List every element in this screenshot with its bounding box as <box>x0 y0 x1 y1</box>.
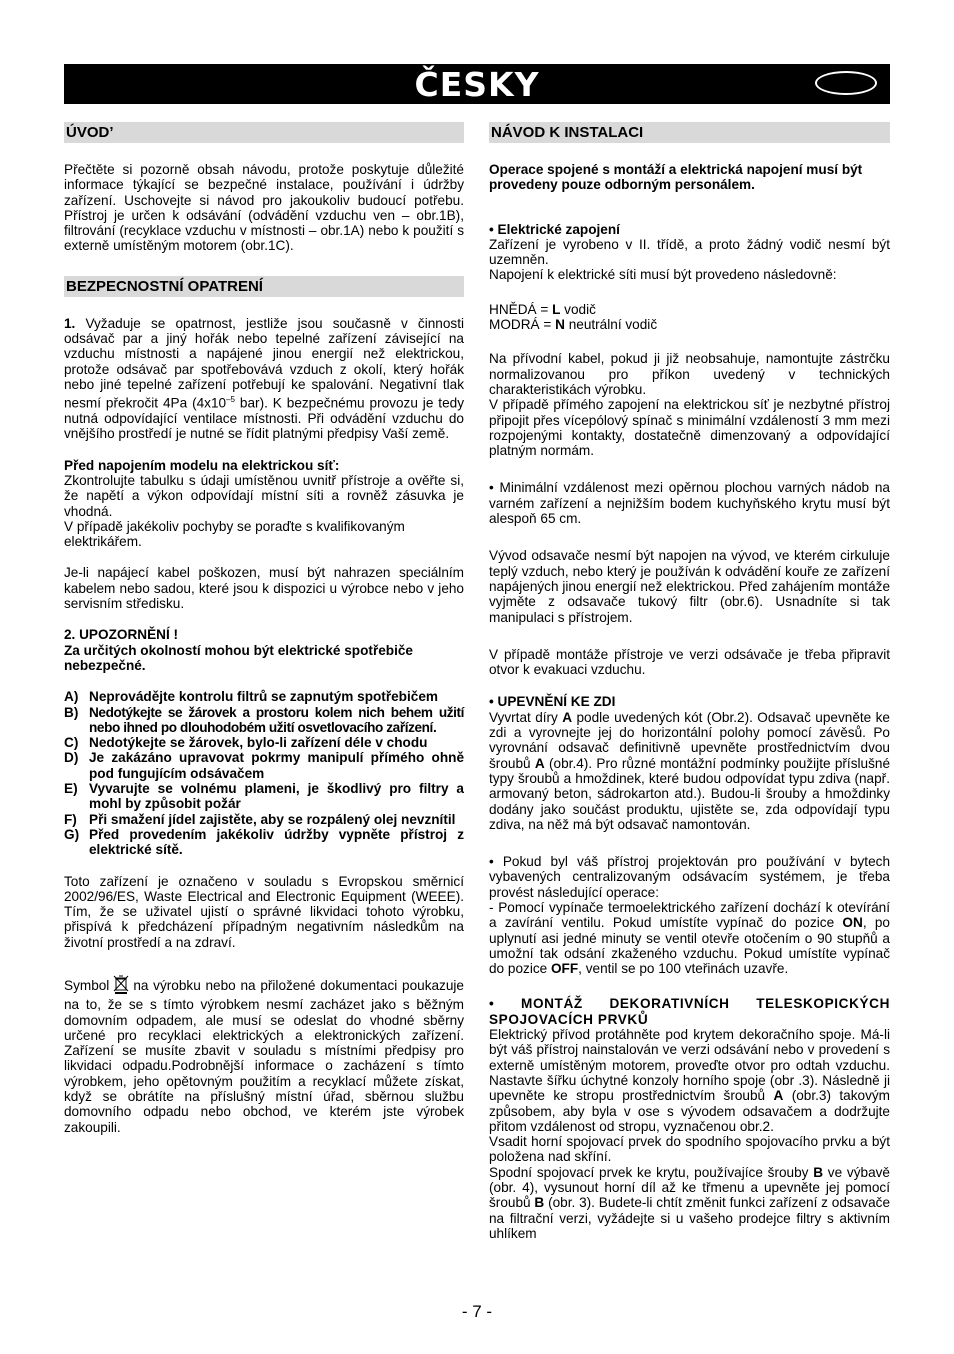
safety-exponent: –5 <box>226 395 235 405</box>
before-connection-text-2: V případě jakékoliv pochyby se poraďte s kvalifikovaným elektrikářem. <box>64 518 405 550</box>
warning-text: Nedotýkejte se žárovek, bylo-li zařízení déle v chodu <box>89 735 428 751</box>
hole-text: V případě montáže přístroje ve verzi odsávače je třeba připravit otvor k evakuaci vzduchu. <box>489 646 890 678</box>
warning-letter: C) <box>64 735 79 751</box>
intro-heading: ÚVOD’ <box>64 122 464 143</box>
warning-item <box>64 735 464 750</box>
warning-letter: D) <box>64 750 79 766</box>
central-text-c: , ventil se po 100 vteřinách uzavře. <box>578 961 789 977</box>
wall-text-3: (obr.4). Pro různé montážní podmínky použijte příslušné typy šroubů a hmoždinek, které budou odpovídat typu zdiva (např. armovaný beton, sádrokarton atd.). Budou-li šrouby a hmoždinky dodány jako součást produktu, ujistěte se, zda odpovídají typu zdiva, na něž má být odsavač namontován. <box>489 755 891 832</box>
tele-text-1: Elektrický přívod protáhněte pod krytem dekoračního spoje. Má-li být váš přístroj nainstalován ve verzi odsávání nebo v provedení s externě umístěným motorem, proveďte otvor pro odtah vzduchu. Nastavte šířku úchytné konzoly horního spoje (obr .3). Následně ji upevněte ke stropu prostřednictvím šroubů <box>489 1027 890 1104</box>
language-banner <box>64 64 890 104</box>
warning-letter: A) <box>64 689 79 705</box>
central-off: OFF <box>550 961 579 977</box>
warning-list <box>64 689 464 857</box>
tele-text-4b: ve výbavě (obr. 4), vysunout horní díl až ke třmenu a upevněte jej pomocí šroubů <box>489 1164 890 1211</box>
brown-desc: vodič <box>560 301 596 317</box>
warning-text: Vyvarujte se volnému plameni, je škodlivý pro filtry a mohl by způsobit požár <box>89 781 464 812</box>
warning-letter: G) <box>64 826 80 842</box>
safety-paragraph-1 <box>64 316 464 442</box>
duct-text: Vývod odsavače nesmí být napojen na vývod, ve kterém cirkuluje teplý vzduch, nebo který je používán k odvádění kouře ze zařízení napájených jinou energií než elektrickou. Před zahájením montáže vyjměte z odsavače tukový filtr (obr.6). Usnadníte si tak manipulaci s přístrojem. <box>489 548 890 625</box>
warning-letter: E) <box>64 781 78 797</box>
install-intro: Operace spojené s montáží a elektrická napojení musí být provedeny pouze odborným personálem. <box>489 162 863 193</box>
warning-text: Před provedením jakékoliv údržby vypněte přístroj z elektrické sítě. <box>89 826 464 858</box>
page-title: ČESKY <box>414 65 540 104</box>
cable-text: Je-li napájecí kabel poškozen, musí být nahrazen speciálním kabelem nebo sadou, které jsou k dispozici u výrobce nebo v jeho servisním středisku. <box>64 565 464 612</box>
plug-text: Na přívodní kabel, pokud ji již neobsahuje, namontujte zástrčku normalizovanou pro příkon uvedený v technických charakteristikách výrobku. <box>489 351 890 397</box>
weee-text: Toto zařízení je označeno v souladu s Evropskou směrnicí 2002/96/ES, Waste Electrical and Electronic Equipment (WEEE). Tím, že se uživatel ujistí o správné likvidaci tohoto výrobku, přispívá k předcházení případným negativním následkům na životní prostředí a na zdraví. <box>64 873 464 950</box>
brown-label: HNĚDÁ = <box>489 301 553 317</box>
brown-wire <box>489 302 890 317</box>
warning-text: Při smažení jídel zajistěte, aby se rozpálený olej nevznítil <box>89 811 456 827</box>
electrical-text-1: Zařízení je vyrobeno v II. třídě, a proto žádný vodič nesmí být uzemněn. <box>489 236 890 268</box>
wall-screw-a: A <box>562 709 573 725</box>
telescopic-heading: • MONTÁŽ DEKORATIVNÍCH TELESKOPICKÝCH SPOJOVACÍCH PRVKŮ <box>489 996 890 1027</box>
blue-desc: neutrální vodič <box>564 317 658 333</box>
brown-code: L <box>552 301 561 317</box>
warning-text: Neprovádějte kontrolu filtrů se zapnutým spotřebičem <box>89 689 438 705</box>
safety-text-b: bar). K bezpečnému provozu je tedy nutná odpovídající ventilace místnosti. Při odvádění vzduchu do vnějšího prostředí je nutné se řídit platnými předpisy Vaší země. <box>64 395 464 442</box>
wall-screw-a-2: A <box>534 755 545 771</box>
blue-code: N <box>555 317 565 333</box>
wall-mount-heading: • UPEVNĚNÍ KE ZDI <box>489 694 616 710</box>
tele-text-2: (obr.3) takovým způsobem, aby byla v ose s vývodem odsavačem a dodržujte přitom vzdálenost od stropu, vyznačenou obr.2. <box>489 1088 890 1134</box>
safety-text-a: Vyžaduje se opatrnost, jestliže jsou současně v činnosti odsávač par a jiný hořák nebo tepelné zařízení závisející na vzduchu místnosti a napájené jinou energií než elektrickou, protože odsávač par spotřebovává vzduch z okolí, který hořák nebo jiné tepelné zařízení potřebují ke spalování. Negativní tlak nesmí překročit 4Pa (4x10 <box>64 315 464 411</box>
telescopic-text-1 <box>489 1027 890 1134</box>
direct-connection-text: V případě přímého zapojení na elektrickou síť je nezbytné přístroj připojit přes vícepólový spínač s minimální vzdáleností 3 mm mezi rozpojenými kontakty, dostatečně dimenzovaný a odpovídající platným normám. <box>489 397 890 459</box>
telescopic-text-3: Vsadit horní spojovací prvek do spodního spojovacího prvku a být položena nad skříní. <box>489 1134 890 1165</box>
central-system-text: • Pokud byl váš přístroj projektován pro používání v bytech vybavených centralizovaným odsávacím systémem, je třeba provést následující operace: <box>489 854 890 900</box>
electrical-heading: • Elektrické zapojení <box>489 221 620 237</box>
warning-item <box>64 705 464 736</box>
central-text-a: - Pomocí vypínače termoelektrického zařízení dochází k otevírání a zavírání ventilu. Pokud umístíte vypínač do pozice <box>489 899 890 931</box>
warning-item <box>64 750 464 781</box>
warning-item <box>64 689 464 704</box>
symbol-paragraph <box>64 974 464 1135</box>
before-connection-text: Zkontrolujte tabulku s údaji umístěnou uvnitř přístroje a ověřte si, že napětí a výkon odpovídají místní síti a rovněž zásuvka je vhodná. <box>64 472 464 519</box>
telescopic-text-4 <box>489 1165 890 1241</box>
safety-number: 1. <box>64 315 76 331</box>
warning-letter: B) <box>64 704 79 720</box>
wall-mount-text <box>489 710 890 832</box>
oval-badge-icon <box>815 71 877 95</box>
warning-text: Je zakázáno upravovat pokrmy manipulí přímého ohně pod fungujícím odsávačem <box>89 750 464 781</box>
blue-label: MODRÁ = <box>489 317 556 333</box>
warning-item <box>64 781 464 812</box>
warning-letter: F) <box>64 811 77 827</box>
wall-text-2: podle uvedených kót (Obr.2). Odsavač upevněte ke zdi a vyrovnejte jej do horizontální polohy pomocí závěsů. Po vyrovnání odsavač definitivně upevněte prostřednictvím dvou šroubů <box>489 709 890 771</box>
blue-wire <box>489 317 890 332</box>
tele-text-4c: (obr. 3). Budete-li chtít změnit funkci zařízení z odsavače na filtrační verzi, vyžádejte si u vašeho prodejce filtry s aktivním uhlíkem <box>489 1195 890 1241</box>
symbol-word: Symbol <box>64 978 110 993</box>
intro-text: Přečtěte si pozorně obsah návodu, protože poskytuje důležité informace týkající se bezpečné instalace, používání i údržby zařízení. Uschovejte si návod pro jakoukoliv budoucí potřebu. Přístroj je určen k odsávání (odvádění vzduchu ven – obr.1B), filtrování (recyklace vzduchu v místnosti – obr.1A) nebo k použití s externě umístěným motorem (obr.1C). <box>64 162 464 254</box>
tele-screw-a: A <box>773 1088 784 1104</box>
tele-screw-b-2: B <box>534 1195 545 1211</box>
before-connection-heading: Před napojením modelu na elektrickou síť: <box>64 457 340 473</box>
left-column <box>64 122 464 1151</box>
page-number: - 7 - <box>461 1302 493 1321</box>
safety-heading: BEZPECNOSTNÍ OPATRENÍ <box>64 276 464 297</box>
symbol-text: na výrobku nebo na přiložené dokumentaci poukazuje na to, že se s tímto výrobkem nesmí zacházet jako s běžným domovním odpadem, ale musí se odeslat do vhodné sběrny určené pro recyklaci elektrických a elektronických zařízení. Zařízení se musíte zbavit v souladu s místními předpisy pro likvidaci odpadu.Podrobnější informace o zacházení s tímto výrobkem, jeho opětovným použitím a recyklací můžete získat, když se obrátíte na příslušný místní úřad, sběrnou službu domovního odpadu nebo obchod, ve kterém jste výrobek zakoupili. <box>64 978 464 1135</box>
electrical-text-2: Napojení k elektrické síti musí být provedeno následovně: <box>489 267 837 283</box>
central-text-b: , po uplynutí asi jedné minuty se ventil otevře otočením o 90 stupňů a umožní tak odsání zkaženého vzduchu. Pokud umístíte vypínač do pozice <box>489 915 890 977</box>
warning-item <box>64 812 464 827</box>
crossed-bin-icon <box>113 974 129 997</box>
wall-text-1: Vyvrtat díry <box>489 709 563 725</box>
central-system-text-2 <box>489 900 890 976</box>
tele-text-4a: Spodní spojovací prvek ke krytu, používajíce šrouby <box>489 1164 814 1180</box>
central-on: ON <box>842 915 863 931</box>
right-column <box>489 122 890 1241</box>
warning-heading: 2. UPOZORNĚNÍ ! <box>64 627 179 643</box>
warning-subheading: Za určitých okolností mohou být elektrické spotřebiče nebezpečné. <box>64 642 413 673</box>
minimum-distance-text: • Minimální vzdálenost mezi opěrnou plochou varných nádob na varném zařízení a nejnižším bodem kuchyňského krytu musí být alespoň 65 cm. <box>489 480 890 527</box>
warning-item <box>64 827 464 858</box>
install-heading: NÁVOD K INSTALACI <box>489 122 890 143</box>
tele-screw-b: B <box>813 1164 824 1180</box>
warning-text: Nedotýkejte se žárovek a prostoru kolem nich behem užití nebo ihned po dlouhodobém užití osvetlovacího zařízení. <box>89 704 464 735</box>
